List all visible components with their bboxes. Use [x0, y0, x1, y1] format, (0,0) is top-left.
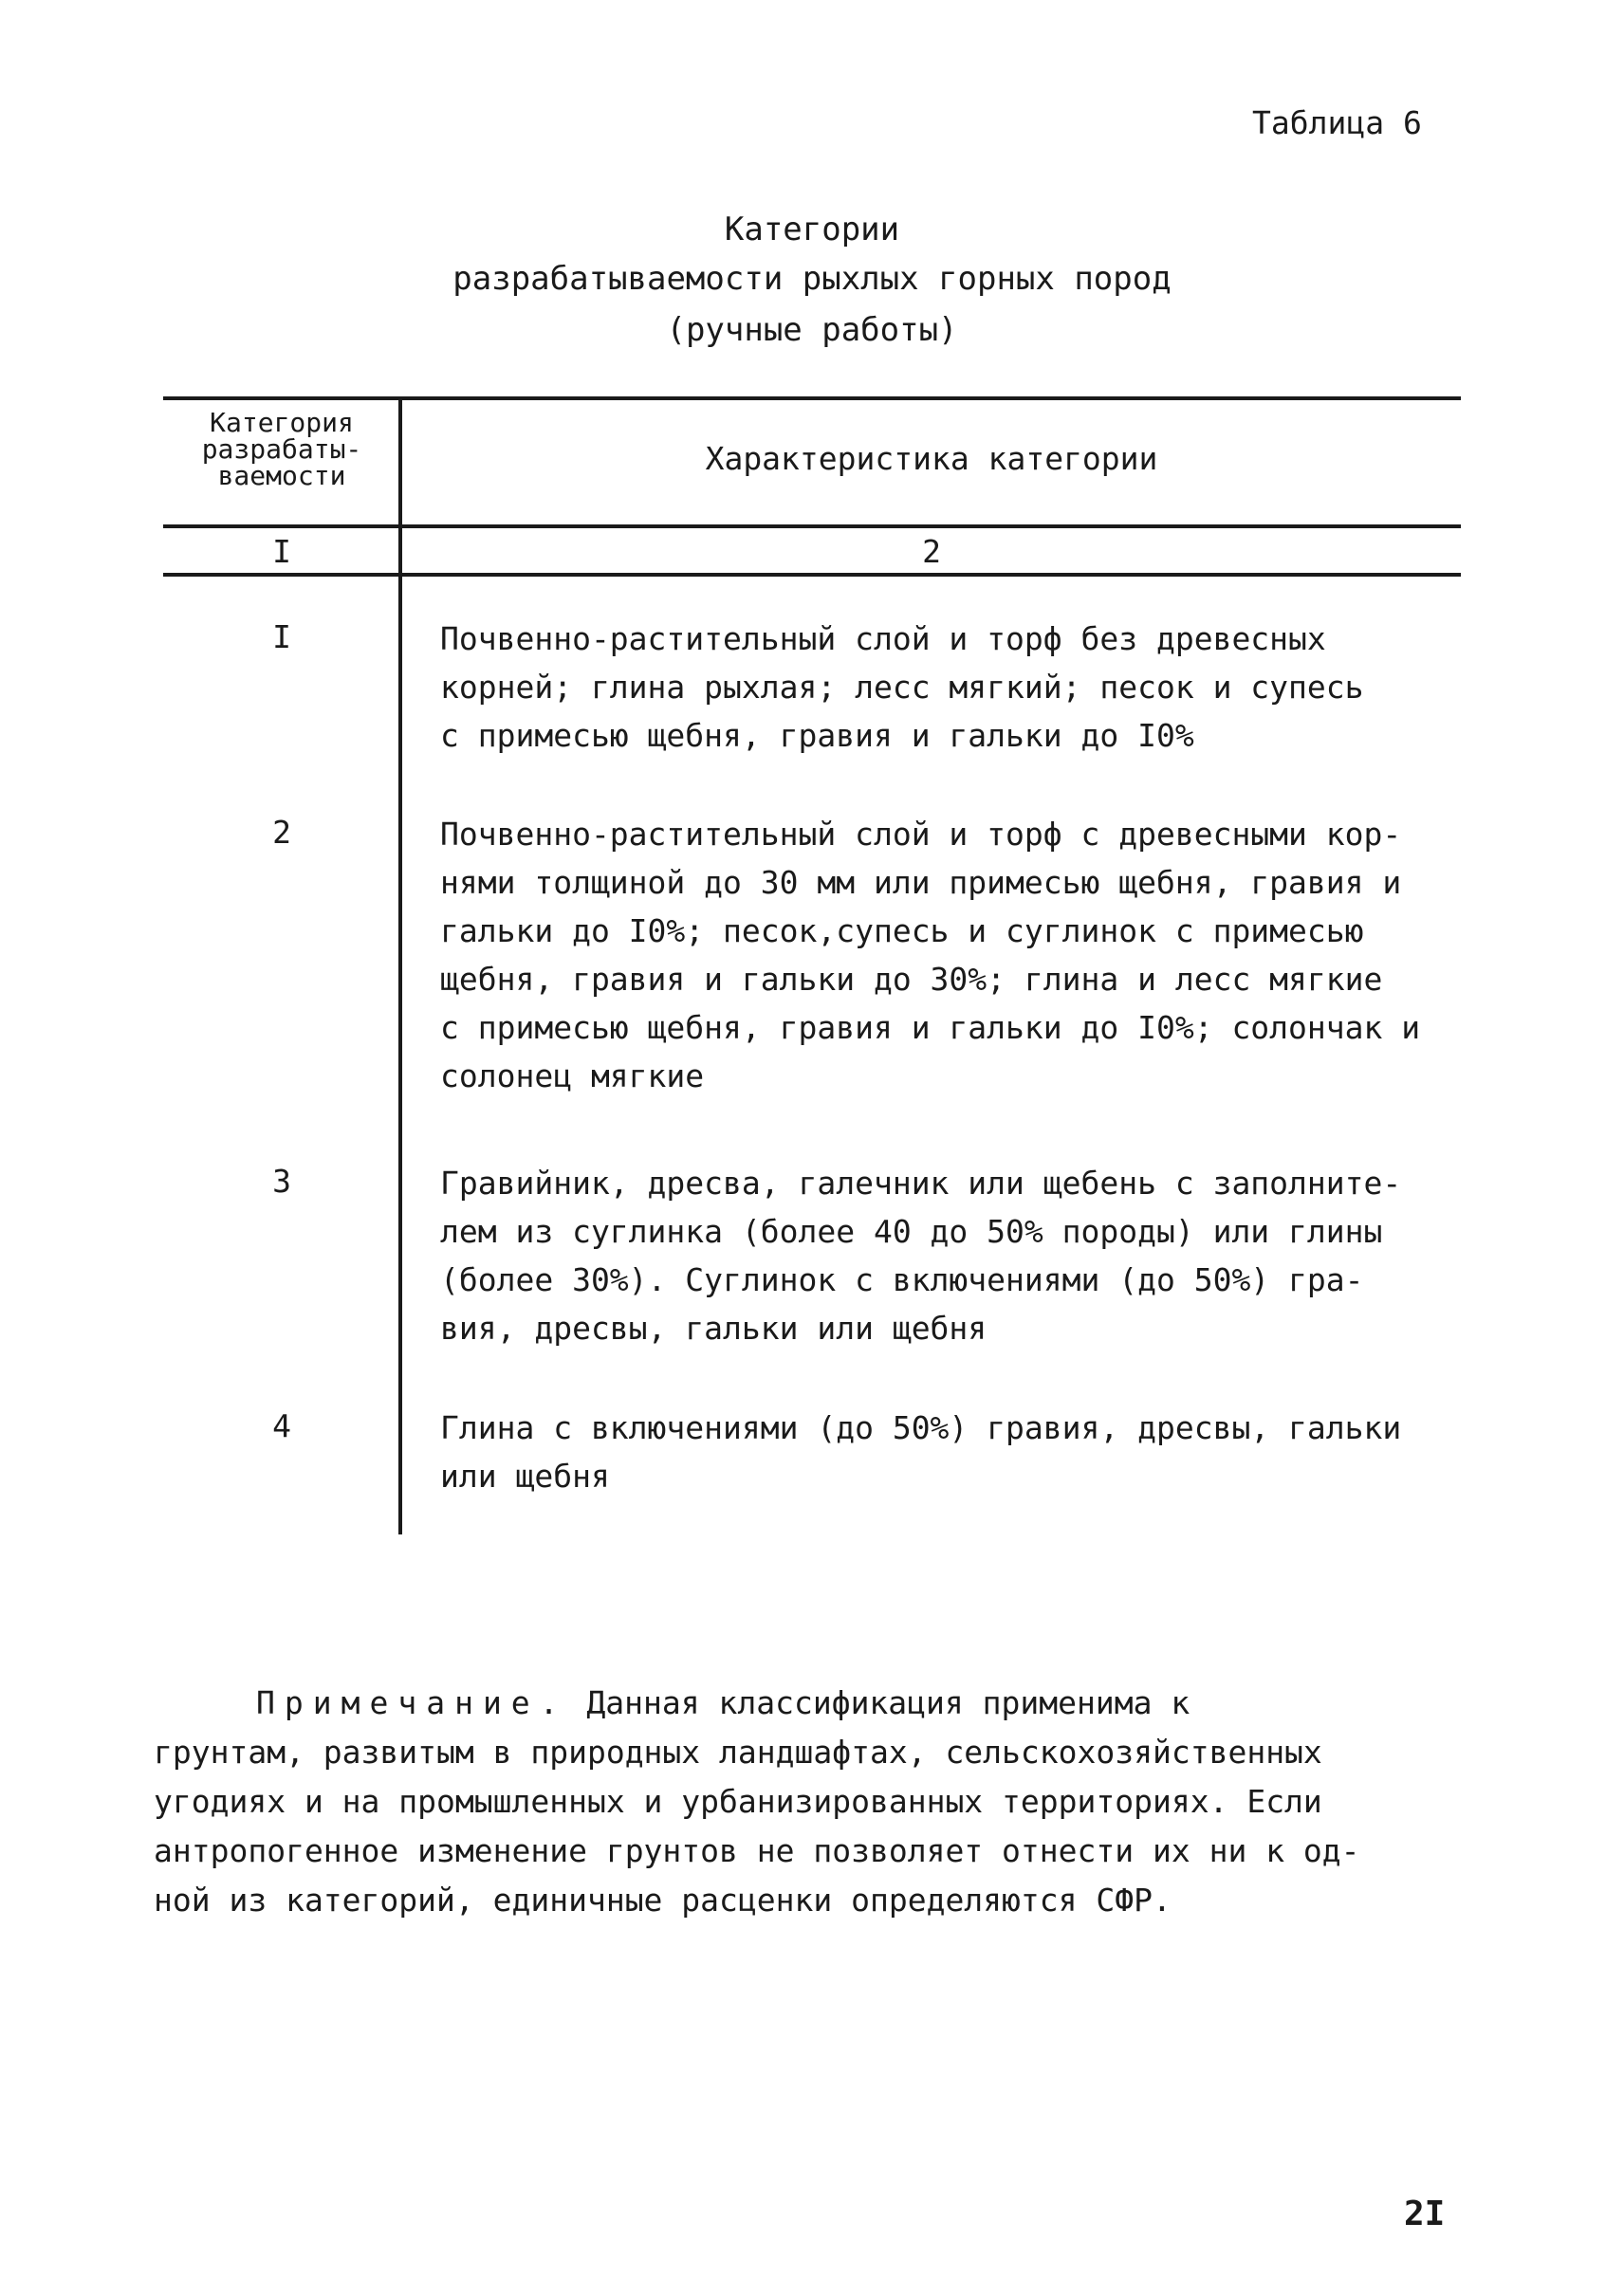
- table-title-line-1: Категории: [724, 211, 900, 248]
- description-line: Глина с включениями (до 50%) гравия, дресвы, гальки: [440, 1409, 1402, 1446]
- description-line: с примесью щебня, гравия и гальки до I0%: [440, 717, 1194, 754]
- note-line: ной из категорий, единичные расценки определяются СФР.: [154, 1882, 1172, 1919]
- category-number: 4: [272, 1407, 291, 1444]
- description-line: нями толщиной до 30 мм или примесью щебня, гравия и: [440, 864, 1402, 901]
- header-category-line-3: ваемости: [217, 460, 346, 491]
- table-label: Таблица 6: [1252, 104, 1422, 141]
- category-number: I: [272, 618, 291, 655]
- note-first-line: [154, 1679, 1482, 1728]
- header-characteristic: Характеристика категории: [705, 440, 1158, 477]
- page-number: 2I: [1404, 2195, 1446, 2233]
- description-line: Почвенно-растительный слой и торф с древесными кор-: [440, 816, 1402, 853]
- category-number: 2: [272, 814, 291, 851]
- header-category-line-2: разрабаты-: [201, 433, 362, 465]
- description-line: вия, дресвы, гальки или щебня: [440, 1310, 987, 1347]
- column-number-2: 2: [922, 533, 941, 570]
- note-line: антропогенное изменение грунтов не позволяет отнести их ни к од-: [154, 1832, 1360, 1869]
- category-description: [440, 810, 1474, 1100]
- header-category-line-1: Категория: [210, 407, 354, 438]
- category-description: [440, 1404, 1474, 1500]
- table-top-rule: [163, 396, 1461, 400]
- description-line: щебня, гравия и гальки до 30%; глина и лесс мягкие: [440, 961, 1383, 998]
- table-title-line-3: (ручные работы): [666, 311, 958, 349]
- column-number-rule: [163, 573, 1461, 577]
- category-description: [440, 1159, 1474, 1352]
- note-label: Примечание.: [256, 1684, 568, 1721]
- description-line: солонец мягкие: [440, 1057, 705, 1094]
- description-line: или щебня: [440, 1458, 610, 1495]
- note-line: грунтам, развитым в природных ландшафтах, сельскохозяйственных: [154, 1734, 1322, 1771]
- description-line: гальки до I0%; песок,супесь и суглинок с примесью: [440, 912, 1364, 949]
- description-line: лем из суглинка (более 40 до 50% породы) или глины: [440, 1213, 1383, 1250]
- description-line: с примесью щебня, гравия и гальки до I0%; солончак и: [440, 1009, 1421, 1046]
- note-paragraph: [154, 1679, 1482, 1925]
- column-number-1: I: [272, 533, 291, 570]
- category-description: [440, 615, 1474, 760]
- table-title-line-2: разрабатываемости рыхлых горных пород: [452, 260, 1172, 298]
- category-number: 3: [272, 1163, 291, 1200]
- header-bottom-rule: [163, 524, 1461, 528]
- description-line: Почвенно-растительный слой и торф без древесных: [440, 620, 1326, 657]
- note-first-line-text: Данная классификация применима к: [586, 1684, 1190, 1721]
- header-category: [163, 407, 400, 491]
- description-line: (более 30%). Суглинок с включениями (до 50%) гра-: [440, 1261, 1364, 1298]
- description-line: Гравийник, дресва, галечник или щебень с заполните-: [440, 1165, 1402, 1202]
- description-line: корней; глина рыхлая; лесс мягкий; песок и супесь: [440, 669, 1364, 706]
- note-line: угодиях и на промышленных и урбанизированных территориях. Если: [154, 1783, 1322, 1820]
